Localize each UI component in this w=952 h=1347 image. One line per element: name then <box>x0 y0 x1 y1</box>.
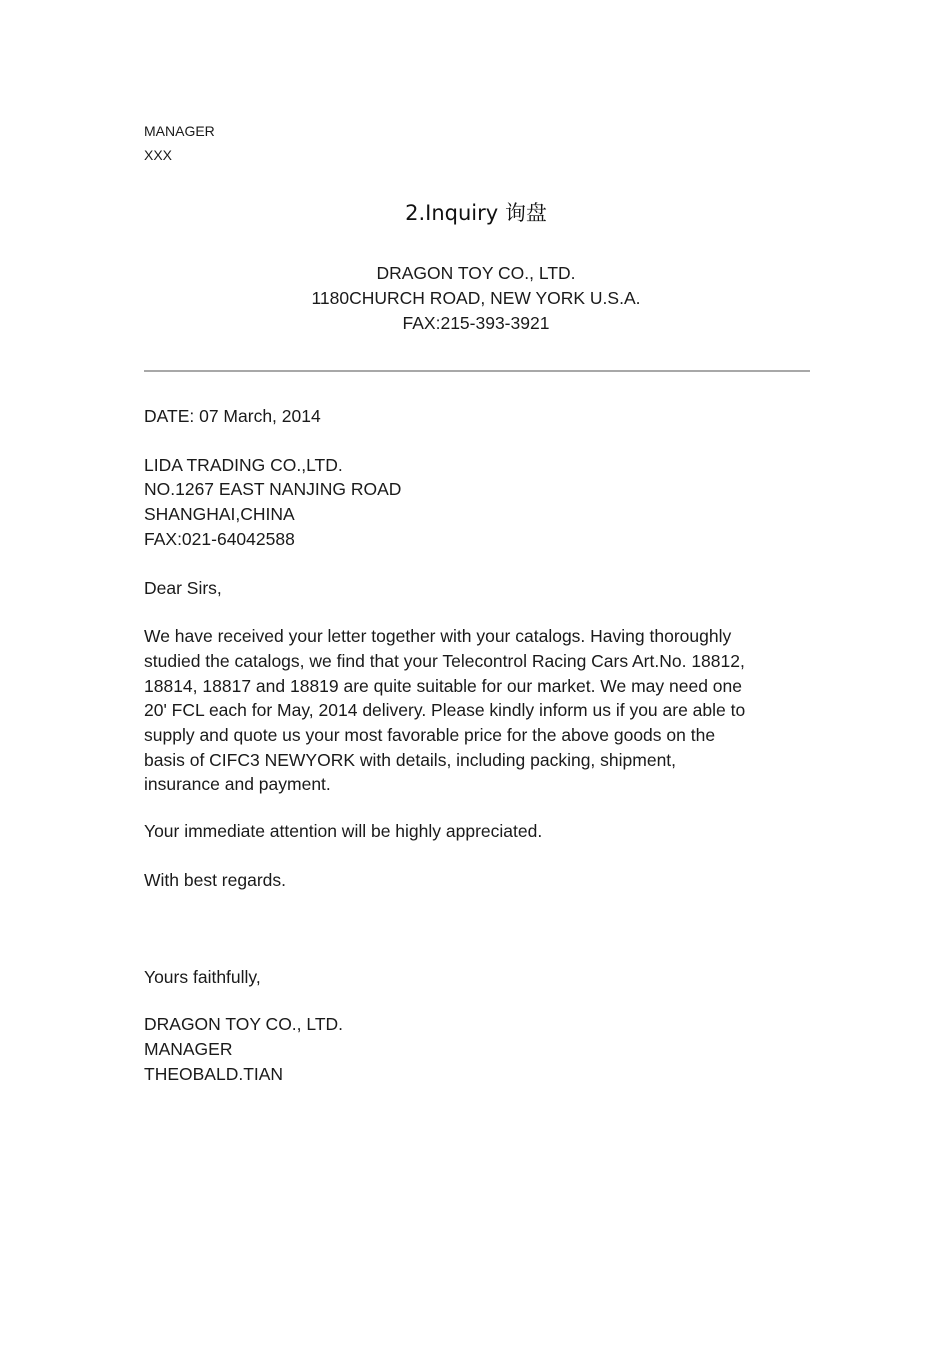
letterhead <box>0 261 952 336</box>
paragraph-line: supply and quote us your most favorable price for the above goods on the <box>144 725 716 746</box>
closing-line: Yours faithfully, <box>144 966 261 987</box>
regards-line: With best regards. <box>144 869 286 890</box>
document-title: 2.Inquiry 询盘 <box>405 201 547 225</box>
header-role: MANAGER <box>144 123 215 139</box>
signature-line: DRAGON TOY CO., LTD. <box>144 1014 344 1035</box>
signature-block <box>144 1012 824 1086</box>
paragraph-line: 18814, 18817 and 18819 are quite suitable for our market. We may need one <box>144 675 742 696</box>
paragraph-line: insurance and payment. <box>144 774 331 795</box>
letterhead-address: 1180CHURCH ROAD, NEW YORK U.S.A. <box>311 288 641 308</box>
paragraph-line: 20' FCL each for May, 2014 delivery. Please kindly inform us if you are able to <box>144 700 746 721</box>
header-name: XXX <box>144 147 173 163</box>
top-meta <box>144 119 215 167</box>
recipient-address <box>144 453 824 552</box>
paragraph-line: basis of CIFC3 NEWYORK with details, including packing, shipment, <box>144 749 677 770</box>
paragraph-line: studied the catalogs, we find that your Telecontrol Racing Cars Art.No. 18812, <box>144 650 745 671</box>
body-paragraph <box>144 624 824 797</box>
signature-line: THEOBALD.TIAN <box>144 1063 284 1084</box>
letter-body <box>144 404 824 1086</box>
recipient-line: NO.1267 EAST NANJING ROAD <box>144 479 402 500</box>
recipient-line: FAX:021-64042588 <box>144 528 295 549</box>
salutation: Dear Sirs, <box>144 577 222 598</box>
letterhead-company: DRAGON TOY CO., LTD. <box>376 263 576 283</box>
attention-line: Your immediate attention will be highly appreciated. <box>144 821 543 842</box>
letter-date: DATE: 07 March, 2014 <box>144 406 321 426</box>
letterhead-divider <box>144 370 810 372</box>
paragraph-line: We have received your letter together with your catalogs. Having thoroughly <box>144 626 732 647</box>
recipient-line: LIDA TRADING CO.,LTD. <box>144 454 343 475</box>
signature-line: MANAGER <box>144 1038 233 1059</box>
recipient-line: SHANGHAI,CHINA <box>144 504 295 525</box>
letterhead-fax: FAX:215-393-3921 <box>402 313 550 333</box>
